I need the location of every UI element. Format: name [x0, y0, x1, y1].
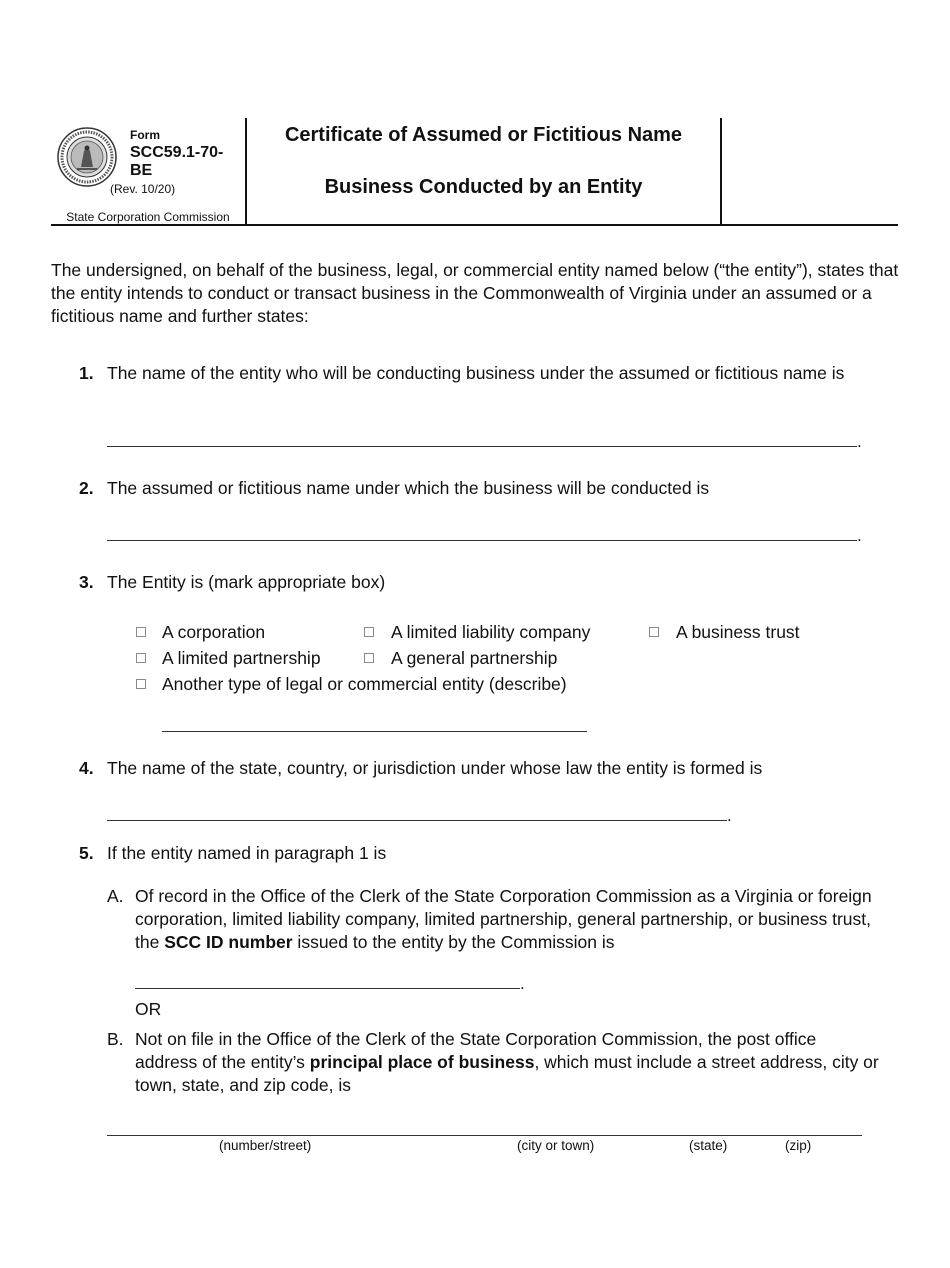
general-partnership-label: A general partnership: [391, 648, 558, 668]
form-label: Form: [130, 128, 160, 142]
form-revision: (Rev. 10/20): [110, 182, 176, 196]
item-3-number: 3.: [79, 572, 94, 592]
item-5-text: If the entity named in paragraph 1 is: [107, 843, 387, 863]
business-trust-label: A business trust: [676, 622, 800, 642]
limited-partnership-label: A limited partnership: [162, 648, 321, 668]
item-4-number: 4.: [79, 758, 94, 778]
other-entity-label: Another type of legal or commercial entity (describe): [162, 674, 567, 694]
business-trust-checkbox[interactable]: [649, 627, 659, 637]
llc-label: A limited liability company: [391, 622, 591, 642]
zip-label: (zip): [785, 1138, 812, 1153]
form-title: Certificate of Assumed or Fictitious Name: [284, 124, 683, 146]
item-1-text: The name of the entity who will be conducting business under the assumed or fictitious name is: [107, 363, 845, 383]
header-divider-right: [720, 118, 722, 226]
form-subtitle: Business Conducted by an Entity: [324, 176, 643, 198]
header-rule: [51, 224, 898, 226]
other-entity-description-field[interactable]: [162, 731, 587, 732]
option-b-text: Not on file in the Office of the Clerk of the State Corporation Commission, the post office address of the entity’s principal place of business, which must include a street address, city or town, state, and zip code, is: [135, 1029, 879, 1095]
fictitious-name-field[interactable]: [107, 540, 857, 541]
scc-id-period: .: [520, 974, 525, 993]
address-field[interactable]: [107, 1135, 862, 1136]
item-2-text: The assumed or fictitious name under which the business will be conducted is: [107, 478, 710, 498]
fictitious-name-period: .: [857, 526, 862, 545]
item-3-text: The Entity is (mark appropriate box): [107, 572, 386, 592]
option-b-letter: B.: [107, 1029, 124, 1049]
form-number: SCC59.1-70-BE: [130, 144, 224, 179]
item-1-number: 1.: [79, 363, 94, 383]
scc-id-field[interactable]: [135, 988, 520, 989]
llc-checkbox[interactable]: [364, 627, 374, 637]
or-label: OR: [135, 999, 162, 1019]
option-a-text: Of record in the Office of the Clerk of the State Corporation Commission as a Virginia or foreign corporation, limited liability company, limited partnership, general partnership, or business trust, the SCC ID number issued to the entity by the Commission is: [135, 886, 872, 952]
intro-paragraph: The undersigned, on behalf of the business, legal, or commercial entity named below (“the entity”), states that the entity intends to conduct or transact business in the Commonwealth of Virginia under an assumed or a fictitious name and further states:: [51, 260, 899, 326]
corporation-label: A corporation: [162, 622, 266, 642]
general-partnership-checkbox[interactable]: [364, 653, 374, 663]
city-label: (city or town): [517, 1138, 595, 1153]
agency-name: State Corporation Commission: [66, 210, 230, 224]
item-4-text: The name of the state, country, or jurisdiction under whose law the entity is formed is: [107, 758, 763, 778]
other-entity-checkbox[interactable]: [136, 679, 146, 689]
entity-name-period: .: [857, 432, 862, 451]
jurisdiction-field[interactable]: [107, 820, 727, 821]
option-a-letter: A.: [107, 886, 124, 906]
limited-partnership-checkbox[interactable]: [136, 653, 146, 663]
corporation-checkbox[interactable]: [136, 627, 146, 637]
virginia-seal-icon: [57, 127, 117, 187]
jurisdiction-period: .: [727, 806, 732, 825]
entity-name-field[interactable]: [107, 446, 857, 447]
state-label: (state): [689, 1138, 728, 1153]
item-2-number: 2.: [79, 478, 94, 498]
street-label: (number/street): [219, 1138, 312, 1153]
item-5-number: 5.: [79, 843, 94, 863]
